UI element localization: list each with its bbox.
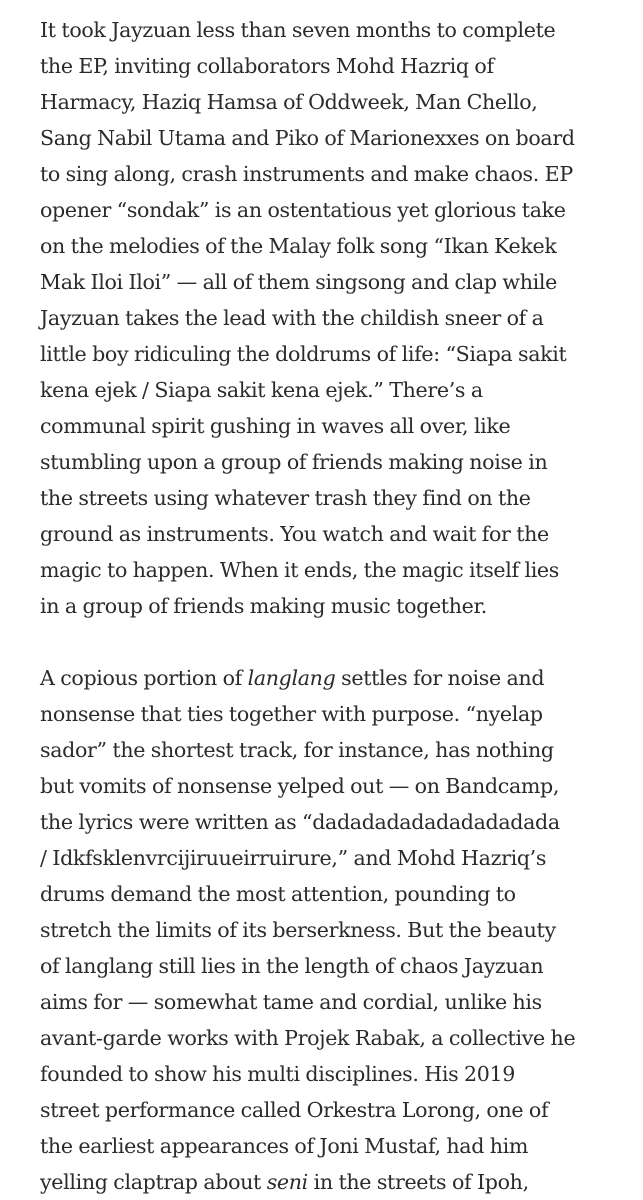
album-title-italic: langlang	[247, 666, 336, 690]
text-line: ground as instruments. You watch and wait for the	[40, 522, 549, 546]
text-line: communal spirit gushing in waves all over, like	[40, 414, 511, 438]
text-line: avant-garde works with Projek Rabak, a collective he	[40, 1026, 576, 1050]
text-line: Mak Iloi Iloi” — all of them singsong and clap while	[40, 270, 557, 294]
text-line: opener “sondak” is an ostentatious yet glorious take	[40, 198, 566, 222]
text-line: to sing along, crash instruments and make chaos. EP	[40, 162, 573, 186]
text-run: in the streets of Ipoh,	[307, 1170, 529, 1194]
seni-italic: seni	[266, 1170, 308, 1194]
text-line: nonsense that ties together with purpose. “nyelap	[40, 702, 543, 726]
text-line: / Idkfsklenvrcijiruueirruirure,” and Mohd Hazriq’s	[40, 846, 547, 870]
text-line: the earliest appearances of Joni Mustaf, had him	[40, 1134, 529, 1158]
text-line: It took Jayzuan less than seven months to complete	[40, 18, 556, 42]
text-line: aims for — somewhat tame and cordial, unlike his	[40, 990, 542, 1014]
paragraph-spacer	[40, 624, 630, 660]
text-run: A copious portion of	[40, 666, 248, 690]
text-line: but vomits of nonsense yelped out — on Bandcamp,	[40, 774, 560, 798]
text-line: stretch the limits of its berserkness. But the beauty	[40, 918, 556, 942]
text-line: the streets using whatever trash they find on the	[40, 486, 531, 510]
text-line: magic to happen. When it ends, the magic itself lies	[40, 558, 559, 582]
paragraph-2	[40, 660, 630, 1200]
text-line: kena ejek / Siapa sakit kena ejek.” There’s a	[40, 378, 483, 402]
text-line: Harmacy, Haziq Hamsa of Oddweek, Man Chello,	[40, 90, 538, 114]
text-line: drums demand the most attention, pounding to	[40, 882, 516, 906]
paragraph-1	[40, 12, 630, 624]
text-line: street performance called Orkestra Lorong, one of	[40, 1098, 549, 1122]
article-body	[40, 12, 630, 1200]
text-line: Sang Nabil Utama and Piko of Marionexxes on board	[40, 126, 575, 150]
text-line: in a group of friends making music together.	[40, 594, 487, 618]
text-line: founded to show his multi disciplines. His 2019	[40, 1062, 516, 1086]
text-line	[40, 660, 630, 696]
text-line: the EP, inviting collaborators Mohd Hazriq of	[40, 54, 494, 78]
text-line: sador” the shortest track, for instance, has nothing	[40, 738, 554, 762]
text-line: little boy ridiculing the doldrums of life: “Siapa sakit	[40, 342, 567, 366]
text-line: on the melodies of the Malay folk song “Ikan Kekek	[40, 234, 557, 258]
text-line	[40, 1164, 630, 1200]
text-line: stumbling upon a group of friends making noise in	[40, 450, 548, 474]
text-line: the lyrics were written as “dadadadadadadadadada	[40, 810, 560, 834]
text-line: of langlang still lies in the length of chaos Jayzuan	[40, 954, 544, 978]
text-run: settles for noise and	[335, 666, 545, 690]
text-run: yelling claptrap about	[40, 1170, 267, 1194]
text-line: Jayzuan takes the lead with the childish sneer of a	[40, 306, 544, 330]
